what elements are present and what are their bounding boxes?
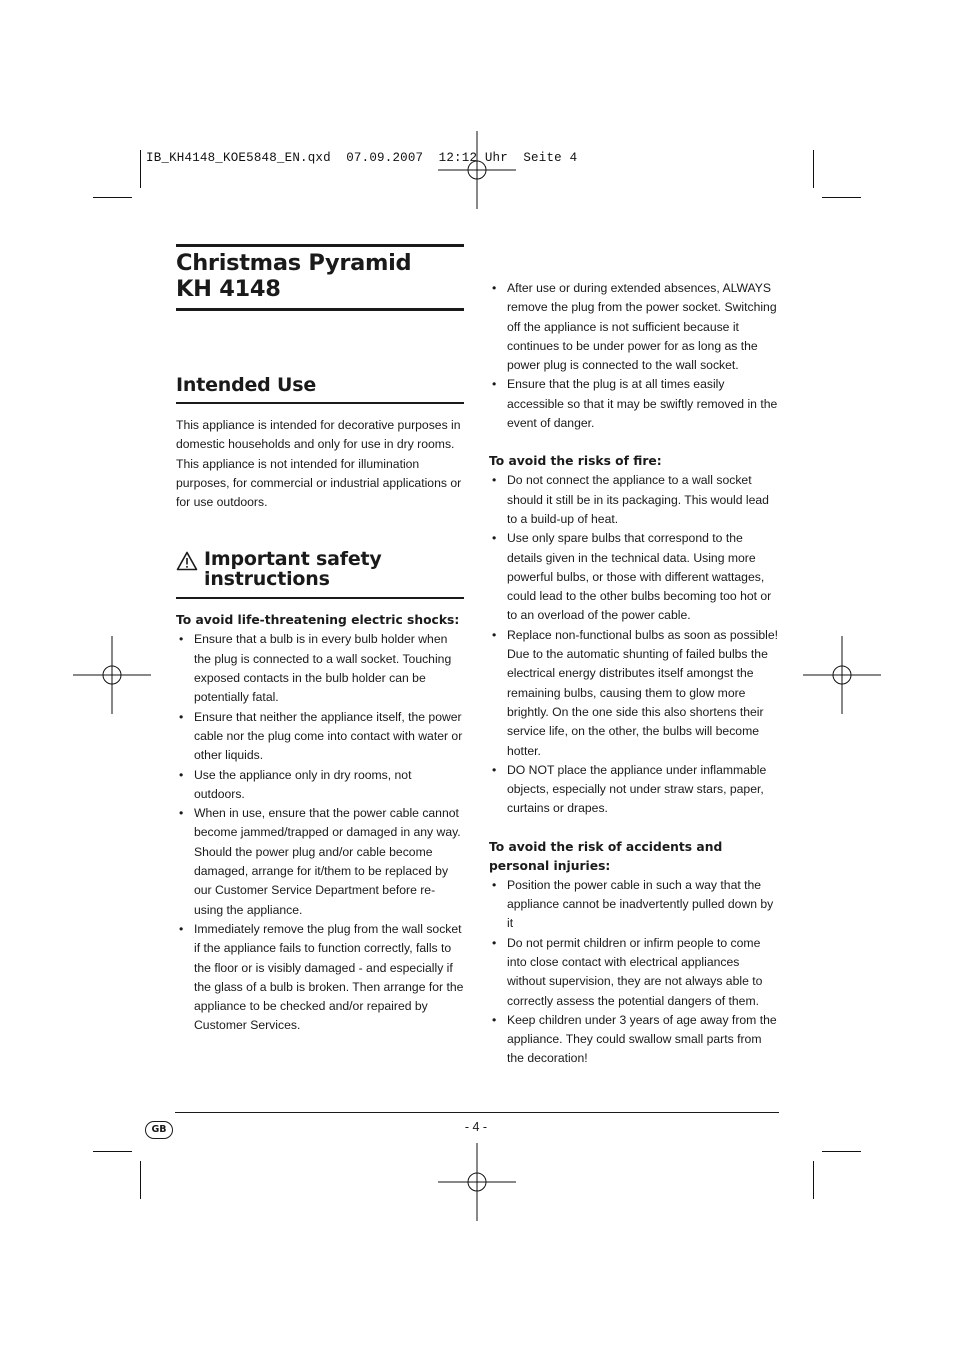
page-number: - 4 - [464,1120,488,1134]
crop-mark [140,150,141,188]
list-item: • Ensure that neither the appliance itself, the power cable nor the plug come into contact with water or other liquids. [176,708,464,766]
safety-heading-line-1: Important safety [204,548,382,571]
crop-mark [822,1151,861,1152]
list-item: • After use or during extended absences, ALWAYS remove the plug from the power socket. Switching off the appliance is not sufficient because it continues to be under power for as long as the power plug is connected to the wall socket. [489,279,779,375]
crop-mark [93,1151,132,1152]
right-column [489,279,779,1069]
print-slug: IB_KH4148_KOE5848_EN.qxd 07.09.2007 12:12 Uhr Seite 4 [146,151,578,165]
document-title [176,247,464,308]
safety-heading-block [176,549,464,597]
title-rule-bottom [176,308,464,311]
shocks-subheading: To avoid life-threatening electric shocks: [176,613,460,628]
intended-use-heading: Intended Use [176,374,317,396]
list-item: • Ensure that the plug is at all times easily accessible so that it may be swiftly removed in the event of danger. [489,375,779,433]
fire-list [489,471,779,818]
registration-mark-icon [803,636,881,714]
list-item: • Keep children under 3 years of age away from the appliance. They could swallow small parts from the decoration! [489,1011,779,1069]
registration-mark-icon [438,131,516,209]
country-badge: GB [145,1121,173,1139]
crop-mark [140,1161,141,1199]
shocks-list-continued [489,279,779,433]
title-line-2: KH 4148 [176,276,281,302]
list-item: • Replace non-functional bulbs as soon as possible! Due to the automatic shunting of failed bulbs the electrical energy distributes itself amongst the remaining bulbs, causing them to glow more brightly. On the one side this also shortens their service life, on the other, the bulbs will become hotter. [489,626,779,761]
accidents-list [489,876,779,1069]
fire-subheading: To avoid the risks of fire: [489,454,662,469]
intended-use-rule [176,402,464,404]
list-item: • Do not permit children or infirm people to come into close contact with electrical appliances without supervision, they are not always able to correctly assess the potential dangers of them. [489,934,779,1011]
intended-use-paragraph-1: This appliance is intended for decorative purposes in domestic households and only for use in dry rooms. [176,418,461,452]
footer-rule [175,1112,779,1113]
crop-mark [93,197,132,198]
list-item: • Do not connect the appliance to a wall socket should it still be in its packaging. This would lead to a build-up of heat. [489,471,779,529]
registration-mark-icon [438,1143,516,1221]
accidents-subheading: To avoid the risk of accidents and personal injuries: [489,839,723,873]
intended-use-paragraph-2: This appliance is not intended for illumination purposes, for commercial or industrial applications or for use outdoors. [176,456,462,510]
list-item: • Position the power cable in such a way that the appliance cannot be inadvertently pulled down by it [489,876,779,934]
shocks-list [176,630,464,1035]
list-item: • Use only spare bulbs that correspond to the details given in the technical data. Using more powerful bulbs, or those with different wattages, could lead to the other bulbs becoming too hot or to an overload of the power cable. [489,529,779,625]
list-item: • Ensure that a bulb is in every bulb holder when the plug is connected to a wall socket. Touching exposed contacts in the bulb holder can be potentially fatal. [176,630,464,707]
safety-rule [176,597,464,599]
left-column [176,244,464,1036]
crop-mark [813,1161,814,1199]
safety-heading-line-2: instructions [204,568,330,591]
safety-heading [204,549,382,589]
list-item: • When in use, ensure that the power cable cannot become jammed/trapped or damaged in any way. Should the power plug and/or cable become damaged, arrange for it/them to be replaced by our Customer Service Department before re-using the appliance. [176,804,464,920]
list-item: • DO NOT place the appliance under inflammable objects, especially not under straw stars, paper, curtains or drapes. [489,761,779,819]
warning-triangle-icon [176,551,198,571]
list-item: • Use the appliance only in dry rooms, not outdoors. [176,766,464,805]
crop-mark [822,197,861,198]
registration-mark-icon [73,636,151,714]
title-line-1: Christmas Pyramid [176,250,412,276]
list-item: • Immediately remove the plug from the wall socket if the appliance fails to function correctly, falls to the floor or is visibly damaged - and especially if the glass of a bulb is broken. Then arrange for the appliance to be checked and/or repaired by Customer Services. [176,920,464,1036]
crop-mark [813,150,814,188]
